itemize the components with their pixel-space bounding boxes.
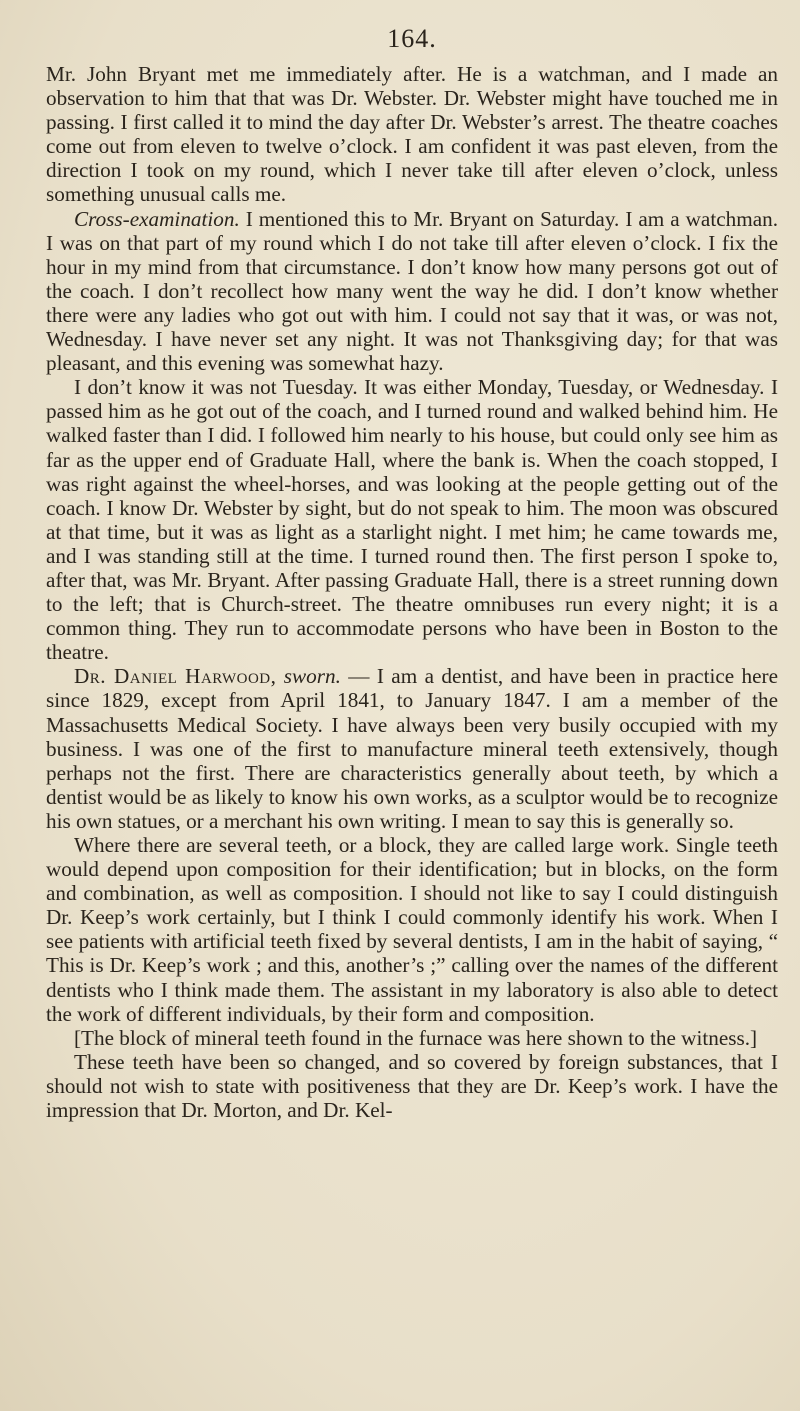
- paragraph: [46, 833, 778, 1026]
- paragraph: [46, 1026, 778, 1050]
- witness-name: Dr. Daniel Harwood,: [74, 664, 277, 689]
- paragraph-text: These teeth have been so changed, and so covered by foreign substances, that I should not wish to state with positiveness that they are Dr. Keep’s work. I have the impression that Dr. Morton, and Dr. Kel-: [46, 1049, 778, 1123]
- paragraph-text: Mr. John Bryant met me immediately after. He is a watchman, and I made an observation to him that that was Dr. Webster. Dr. Webster might have touched me in passing. I first called it to mind the day after Dr. Webster’s arrest. The theatre coaches come out from eleven to twelve o’clock. I am confident it was past eleven, from the direction I took on my round, which I never take till after eleven o’clock, unless something unusual calls me.: [46, 62, 778, 207]
- paragraph-text: — I am a dentist, and have been in practice here since 1829, except from April 1841, to January 1847. I am a member of the Massachusetts Medical Society. I have always been very busily occupied with my business. I was one of the first to manufacture mineral teeth extensively, though perhaps not the first. There are characteristics generally about teeth, by which a dentist would be as likely to know his own works, as a sculptor would be to recognize his own statues, or a merchant his own writing. I mean to say this is generally so.: [46, 664, 779, 833]
- paragraph: [46, 62, 778, 207]
- page-number: 164.: [387, 24, 437, 53]
- body-text: [46, 62, 778, 1122]
- paragraph: [46, 375, 778, 664]
- paragraph-text: I don’t know it was not Tuesday. It was either Monday, Tuesday, or Wednesday. I passed him as he got out of the coach, and I turned round and walked behind him. He walked faster than I did. I followed him nearly to his house, but could only see him as far as the upper end of Graduate Hall, where the bank is. When the coach stopped, I was right against the wheel-horses, and was looking at the people getting out of the coach. I know Dr. Webster by sight, but do not speak to him. The moon was obscured at that time, but it was as light as a starlight night. I met him; he came towards me, and I was standing still at the time. I turned round then. The first person I spoke to, after that, was Mr. Bryant. After passing Graduate Hall, there is a street running down to the left; that is Church-street. The theatre omnibuses run every night; it is a common thing. They run to accommodate persons who have been in Boston to the theatre.: [46, 375, 778, 665]
- paragraph-lead: Cross-examination.: [74, 206, 240, 231]
- paragraph-lead: sworn.: [276, 664, 341, 689]
- paragraph-text: [The block of mineral teeth found in the furnace was here shown to the witness.]: [74, 1025, 758, 1050]
- paragraph-text: I mentioned this to Mr. Bryant on Saturday. I am a watchman. I was on that part of my round which I do not take till after eleven o’clock. I fix the hour in my mind from that circumstance. I don’t know how many persons got out of the coach. I don’t recollect how many went the way he did. I don’t know whether there were any ladies who got out with him. I could not say that it was, or was not, Wednesday. I have never set any night. It was not Thanksgiving day; for that was pleasant, and this evening was somewhat hazy.: [46, 206, 778, 376]
- paragraph: [46, 664, 778, 833]
- paragraph-text: Where there are several teeth, or a block, they are called large work. Single teeth would depend upon composition for their identification; but in blocks, on the form and combination, as well as composition. I should not like to say I could distinguish Dr. Keep’s work certainly, but I think I could commonly identify his work. When I see patients with artificial teeth fixed by several dentists, I am in the habit of saying, “ This is Dr. Keep’s work ; and this, another’s ;” calling over the names of the different dentists who I think made them. The assistant in my laboratory is also able to detect the work of different individuals, by their form and composition.: [46, 833, 778, 1026]
- paragraph: [46, 207, 778, 376]
- paragraph: [46, 1050, 778, 1122]
